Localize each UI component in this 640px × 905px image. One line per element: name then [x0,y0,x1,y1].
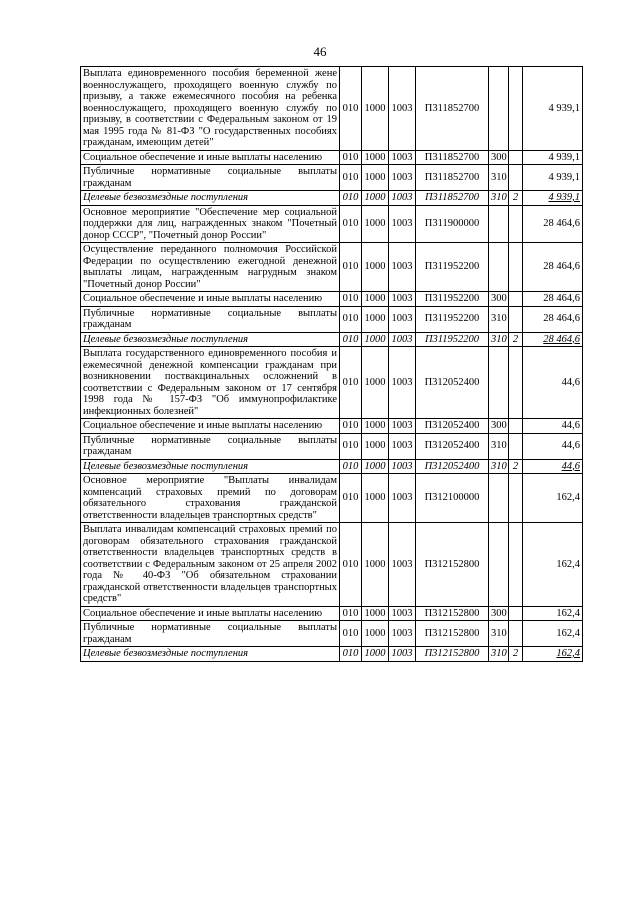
section-code-cell: 1000 [362,205,389,243]
table-row [81,243,583,292]
funding-source-cell [509,621,523,647]
expense-type-cell: 310 [489,647,509,662]
description-cell: Выплата инвалидам компенсаций страховых премий по договорам обязательного страхования гражданской ответственности владельцев транспортных средств в соответствии с Федеральным законом от 25 апреля 2002 года № 40-ФЗ "Об обязательном страховании гражданской ответственности владельцев транспортных средств" [81,523,340,607]
subsection-code-cell: 1003 [389,332,416,347]
amount-cell: 162,4 [523,606,583,621]
subsection-code-cell: 1003 [389,606,416,621]
section-code-cell: 1000 [362,523,389,607]
amount-cell: 4 939,1 [523,67,583,151]
subsection-code-cell: 1003 [389,67,416,151]
table-row [81,459,583,474]
amount-cell: 4 939,1 [523,165,583,191]
subsection-code-cell: 1003 [389,150,416,165]
target-article-cell: П311852700 [416,165,489,191]
expense-type-cell: 310 [489,332,509,347]
admin-code-cell: 010 [340,205,362,243]
description-cell: Публичные нормативные социальные выплаты гражданам [81,165,340,191]
section-code-cell: 1000 [362,474,389,523]
target-article-cell: П311952200 [416,292,489,307]
amount-cell: 28 464,6 [523,292,583,307]
table-row [81,332,583,347]
amount-cell: 28 464,6 [523,306,583,332]
expense-type-cell [489,67,509,151]
admin-code-cell: 010 [340,459,362,474]
table-row [81,606,583,621]
section-code-cell: 1000 [362,621,389,647]
expense-type-cell: 310 [489,433,509,459]
section-code-cell: 1000 [362,292,389,307]
amount-cell: 162,4 [523,523,583,607]
description-cell: Целевые безвозмездные поступления [81,647,340,662]
amount-cell: 28 464,6 [523,205,583,243]
section-code-cell: 1000 [362,332,389,347]
subsection-code-cell: 1003 [389,621,416,647]
funding-source-cell [509,150,523,165]
target-article-cell: П311852700 [416,150,489,165]
table-row [81,647,583,662]
expense-type-cell: 310 [489,306,509,332]
target-article-cell: П311900000 [416,205,489,243]
target-article-cell: П311952200 [416,306,489,332]
admin-code-cell: 010 [340,306,362,332]
expense-type-cell: 300 [489,150,509,165]
section-code-cell: 1000 [362,606,389,621]
amount-cell: 4 939,1 [523,191,583,206]
amount-cell: 162,4 [523,647,583,662]
expense-type-cell [489,474,509,523]
funding-source-cell [509,419,523,434]
description-cell: Выплата государственного единовременного пособия и ежемесячной денежной компенсации гражданам при возникновении поствакцинальных осложнений в соответствии с Федеральным законом от 17 сентября 1998 года № 157-ФЗ "Об иммунопрофилактике инфекционных болезней" [81,347,340,419]
target-article-cell: П311852700 [416,67,489,151]
subsection-code-cell: 1003 [389,191,416,206]
funding-source-cell [509,474,523,523]
section-code-cell: 1000 [362,419,389,434]
expense-type-cell: 310 [489,191,509,206]
subsection-code-cell: 1003 [389,243,416,292]
expense-type-cell: 310 [489,621,509,647]
section-code-cell: 1000 [362,150,389,165]
page-number: 46 [313,44,327,59]
budget-table [80,66,583,662]
table-row [81,67,583,151]
amount-cell: 162,4 [523,474,583,523]
subsection-code-cell: 1003 [389,347,416,419]
subsection-code-cell: 1003 [389,433,416,459]
section-code-cell: 1000 [362,243,389,292]
table-row [81,292,583,307]
description-cell: Выплата единовременного пособия беременной жене военнослужащего, проходящего военную службу по призыву, а также ежемесячного пособия на ребенка военнослужащего, проходящего военную службу по призыву, в соответствии с Федеральным законом от 19 мая 1995 года № 81-ФЗ "О государственных пособиях гражданам, имеющим детей" [81,67,340,151]
section-code-cell: 1000 [362,647,389,662]
table-row [81,150,583,165]
section-code-cell: 1000 [362,67,389,151]
admin-code-cell: 010 [340,243,362,292]
amount-cell: 4 939,1 [523,150,583,165]
subsection-code-cell: 1003 [389,306,416,332]
section-code-cell: 1000 [362,191,389,206]
admin-code-cell: 010 [340,474,362,523]
description-cell: Целевые безвозмездные поступления [81,332,340,347]
target-article-cell: П312052400 [416,433,489,459]
funding-source-cell [509,606,523,621]
target-article-cell: П312052400 [416,419,489,434]
funding-source-cell [509,67,523,151]
expense-type-cell: 310 [489,165,509,191]
funding-source-cell [509,433,523,459]
table-row [81,433,583,459]
section-code-cell: 1000 [362,459,389,474]
description-cell: Публичные нормативные социальные выплаты гражданам [81,621,340,647]
subsection-code-cell: 1003 [389,165,416,191]
expense-type-cell [489,347,509,419]
amount-cell: 28 464,6 [523,332,583,347]
admin-code-cell: 010 [340,433,362,459]
description-cell: Основное мероприятие "Обеспечение мер социальной поддержки для лиц, награжденных знаком "Почетный донор СССР", "Почетный донор России" [81,205,340,243]
target-article-cell: П312152800 [416,523,489,607]
amount-cell: 44,6 [523,459,583,474]
subsection-code-cell: 1003 [389,459,416,474]
table-row [81,306,583,332]
admin-code-cell: 010 [340,523,362,607]
amount-cell: 28 464,6 [523,243,583,292]
amount-cell: 44,6 [523,433,583,459]
section-code-cell: 1000 [362,165,389,191]
target-article-cell: П312052400 [416,347,489,419]
funding-source-cell: 2 [509,459,523,474]
expense-type-cell [489,523,509,607]
funding-source-cell [509,306,523,332]
section-code-cell: 1000 [362,306,389,332]
funding-source-cell [509,243,523,292]
description-cell: Основное мероприятие "Выплаты инвалидам компенсаций страховых премий по договорам обязательного страхования гражданской ответственности владельцев транспортных средств" [81,474,340,523]
description-cell: Социальное обеспечение и иные выплаты населению [81,150,340,165]
subsection-code-cell: 1003 [389,647,416,662]
funding-source-cell [509,523,523,607]
table-row [81,419,583,434]
table-row [81,621,583,647]
description-cell: Осуществление переданного полномочия Российской Федерации по осуществлению ежегодной денежной выплаты лицам, награжденным нагрудным знаком "Почетный донор России" [81,243,340,292]
table-row [81,523,583,607]
table-row [81,165,583,191]
funding-source-cell [509,347,523,419]
target-article-cell: П312152800 [416,621,489,647]
target-article-cell: П312152800 [416,647,489,662]
description-cell: Публичные нормативные социальные выплаты гражданам [81,306,340,332]
admin-code-cell: 010 [340,150,362,165]
subsection-code-cell: 1003 [389,292,416,307]
amount-cell: 162,4 [523,621,583,647]
funding-source-cell [509,165,523,191]
admin-code-cell: 010 [340,621,362,647]
target-article-cell: П311852700 [416,191,489,206]
expense-type-cell [489,243,509,292]
table-row [81,474,583,523]
description-cell: Целевые безвозмездные поступления [81,459,340,474]
description-cell: Социальное обеспечение и иные выплаты населению [81,606,340,621]
amount-cell: 44,6 [523,347,583,419]
target-article-cell: П312100000 [416,474,489,523]
amount-cell: 44,6 [523,419,583,434]
admin-code-cell: 010 [340,332,362,347]
table-row [81,347,583,419]
admin-code-cell: 010 [340,292,362,307]
admin-code-cell: 010 [340,347,362,419]
expense-type-cell: 300 [489,606,509,621]
target-article-cell: П311952200 [416,332,489,347]
table-body [81,67,583,662]
admin-code-cell: 010 [340,165,362,191]
subsection-code-cell: 1003 [389,523,416,607]
description-cell: Публичные нормативные социальные выплаты гражданам [81,433,340,459]
funding-source-cell: 2 [509,647,523,662]
target-article-cell: П311952200 [416,243,489,292]
description-cell: Социальное обеспечение и иные выплаты населению [81,419,340,434]
description-cell: Социальное обеспечение и иные выплаты населению [81,292,340,307]
expense-type-cell: 310 [489,459,509,474]
target-article-cell: П312052400 [416,459,489,474]
expense-type-cell: 300 [489,419,509,434]
expense-type-cell [489,205,509,243]
admin-code-cell: 010 [340,419,362,434]
table-row [81,191,583,206]
subsection-code-cell: 1003 [389,419,416,434]
funding-source-cell: 2 [509,191,523,206]
section-code-cell: 1000 [362,433,389,459]
table-row [81,205,583,243]
expense-type-cell: 300 [489,292,509,307]
funding-source-cell [509,292,523,307]
target-article-cell: П312152800 [416,606,489,621]
admin-code-cell: 010 [340,647,362,662]
admin-code-cell: 010 [340,606,362,621]
subsection-code-cell: 1003 [389,474,416,523]
funding-source-cell: 2 [509,332,523,347]
admin-code-cell: 010 [340,67,362,151]
section-code-cell: 1000 [362,347,389,419]
description-cell: Целевые безвозмездные поступления [81,191,340,206]
funding-source-cell [509,205,523,243]
admin-code-cell: 010 [340,191,362,206]
subsection-code-cell: 1003 [389,205,416,243]
